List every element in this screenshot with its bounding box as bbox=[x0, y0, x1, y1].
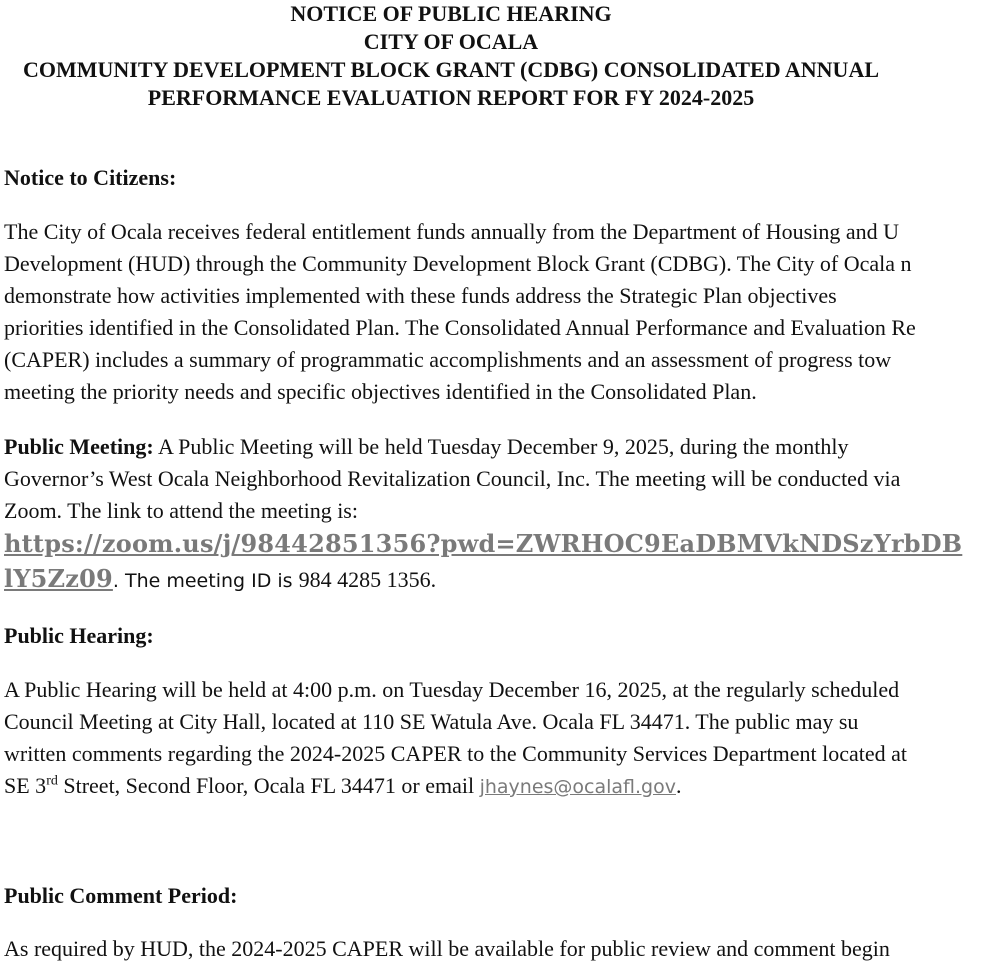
sentence-end: . bbox=[676, 773, 682, 798]
zoom-link[interactable]: https://zoom.us/j/98442851356?pwd=ZWRHOC9EaDBMVkNDSzYrbDB bbox=[4, 529, 963, 558]
public-meeting-line-3: Zoom. The link to attend the meeting is: bbox=[4, 498, 358, 523]
comment-period-line-1: As required by HUD, the 2024-2025 CAPER will be available for public review and comment begin bbox=[4, 936, 890, 961]
notice-line: The City of Ocala receives federal entitlement funds annually from the Department of Housing and U bbox=[4, 219, 899, 244]
address-prefix: SE 3 bbox=[4, 773, 47, 798]
notice-line: Development (HUD) through the Community Development Block Grant (CDBG). The City of Ocala n bbox=[4, 251, 912, 276]
document-title bbox=[0, 0, 902, 112]
public-hearing-heading: Public Hearing: bbox=[4, 623, 154, 648]
public-meeting-label: Public Meeting: bbox=[4, 434, 154, 459]
public-meeting-line-2: Governor’s West Ocala Neighborhood Revitalization Council, Inc. The meeting will be conducted via bbox=[4, 466, 901, 491]
public-meeting-paragraph bbox=[4, 431, 992, 598]
public-meeting-text: A Public Meeting will be held Tuesday December 9, 2025, during the monthly bbox=[153, 434, 849, 459]
public-hearing-line-2: Council Meeting at City Hall, located at 110 SE Watula Ave. Ocala FL 34471. The public may su bbox=[4, 709, 859, 734]
ordinal-suffix: rd bbox=[46, 773, 58, 789]
meeting-id-value: 984 4285 1356. bbox=[298, 567, 437, 592]
notice-line: priorities identified in the Consolidated Plan. The Consolidated Annual Performance and Evaluation Re bbox=[4, 315, 916, 340]
notice-paragraph bbox=[4, 216, 992, 408]
public-hearing-line-1: A Public Hearing will be held at 4:00 p.m. on Tuesday December 16, 2025, at the regularly scheduled bbox=[4, 677, 900, 702]
meeting-id-text: . The meeting ID is bbox=[112, 570, 299, 592]
comment-period-paragraph bbox=[4, 933, 992, 965]
notice-line: meeting the priority needs and specific objectives identified in the Consolidated Plan. bbox=[4, 379, 757, 404]
public-hearing-paragraph bbox=[4, 674, 992, 803]
email-link[interactable]: jhaynes@ocalafl.gov bbox=[479, 776, 676, 798]
title-line-3: COMMUNITY DEVELOPMENT BLOCK GRANT (CDBG) CONSOLIDATED ANNUAL bbox=[22, 57, 880, 82]
zoom-link-continued[interactable]: lY5Zz09 bbox=[4, 564, 113, 593]
zoom-link-line-1 bbox=[4, 527, 992, 562]
public-hearing-line-3: written comments regarding the 2024-2025 CAPER to the Community Services Department located at bbox=[4, 741, 908, 766]
zoom-link-line-2 bbox=[4, 562, 992, 598]
notice-heading: Notice to Citizens: bbox=[4, 165, 177, 190]
title-line-1: NOTICE OF PUBLIC HEARING bbox=[290, 1, 612, 26]
notice-line: (CAPER) includes a summary of programmatic accomplishments and an assessment of progress tow bbox=[4, 347, 892, 372]
comment-period-heading: Public Comment Period: bbox=[4, 883, 238, 908]
title-line-2: CITY OF OCALA bbox=[363, 29, 539, 54]
notice-line: demonstrate how activities implemented with these funds address the Strategic Plan objectives bbox=[4, 283, 837, 308]
address-text: Street, Second Floor, Ocala FL 34471 or email bbox=[57, 773, 480, 798]
public-hearing-line-4 bbox=[4, 770, 992, 803]
public-meeting-line-1 bbox=[4, 431, 992, 463]
title-line-4: PERFORMANCE EVALUATION REPORT FOR FY 2024-2025 bbox=[147, 85, 755, 110]
